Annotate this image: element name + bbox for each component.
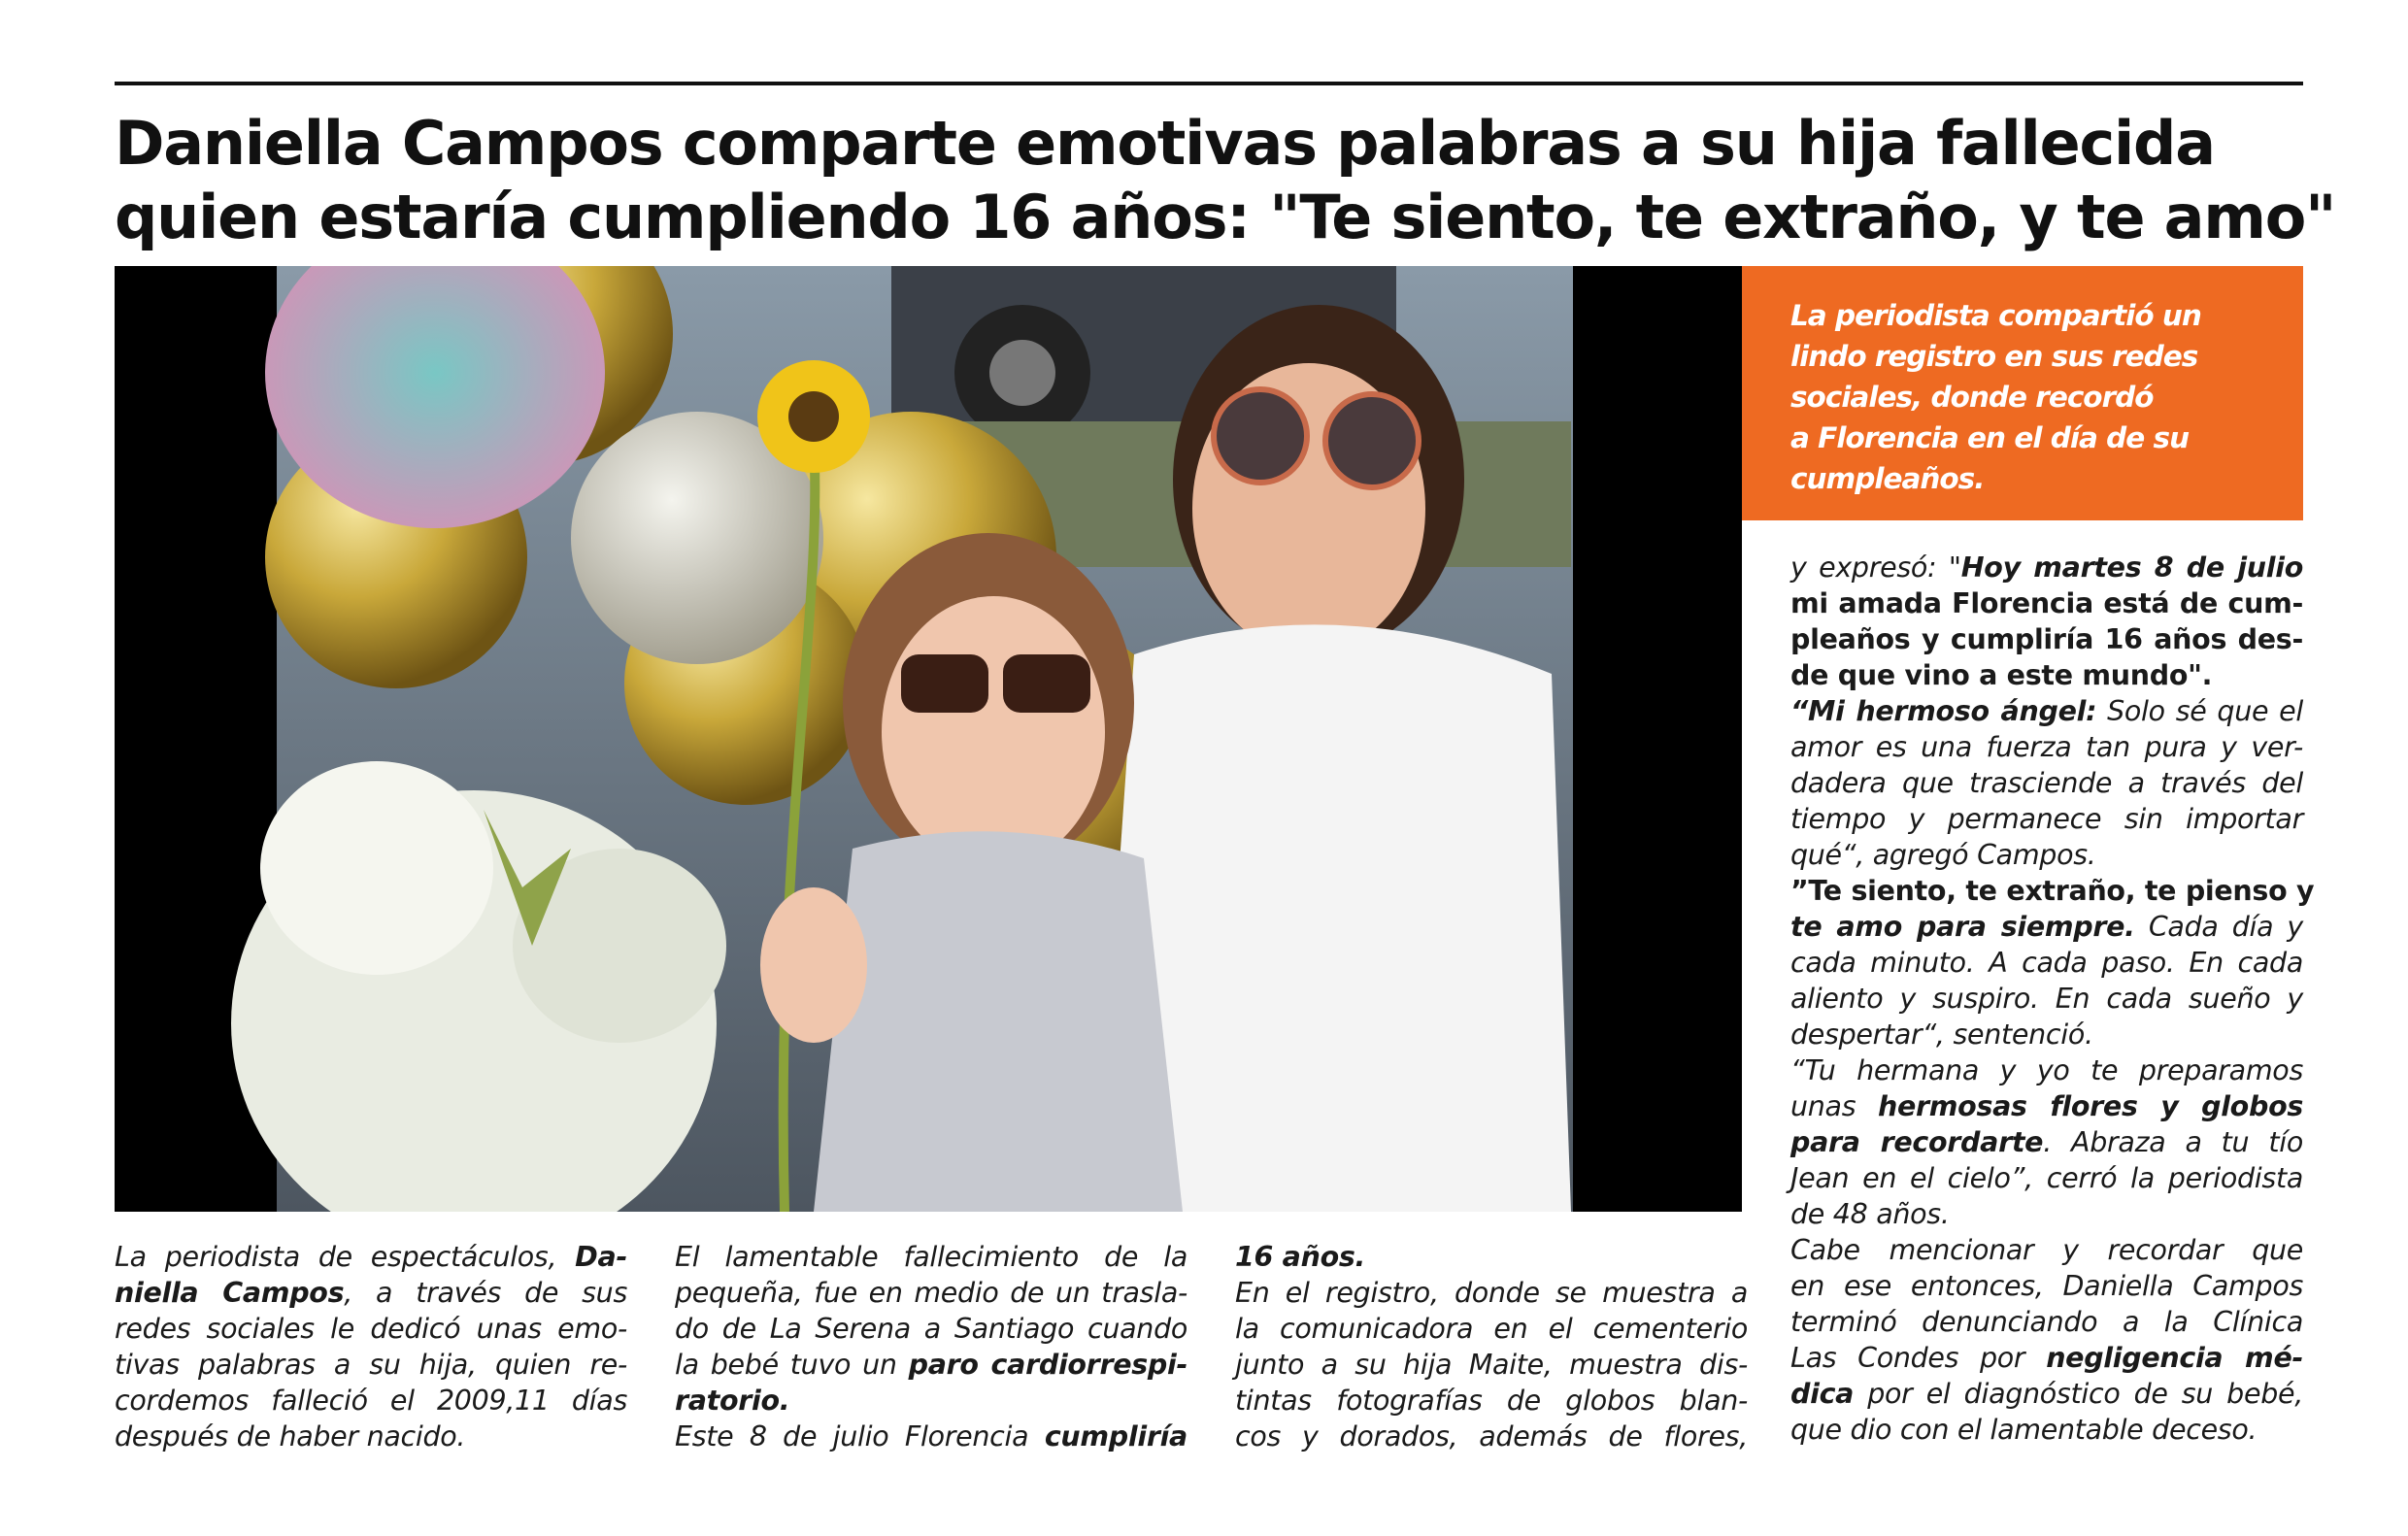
body-line: cos y dorados, además de flores, bbox=[1235, 1420, 1748, 1453]
body-line: cordemos falleció el 2009,11 días bbox=[115, 1385, 627, 1417]
body-line: El lamentable fallecimiento de la bbox=[675, 1241, 1187, 1273]
article-photo bbox=[115, 266, 1742, 1212]
pull-quote-line: cumpleaños. bbox=[1790, 462, 1985, 495]
body-line: 16 años. bbox=[1235, 1241, 1366, 1273]
body-line: Cabe mencionar y recordar que bbox=[1790, 1234, 2303, 1266]
body-line: pleaños y cumpliría 16 años des- bbox=[1790, 623, 2303, 655]
body-line: En el registro, donde se muestra a bbox=[1235, 1277, 1748, 1309]
pull-quote-line: lindo registro en sus redes bbox=[1790, 340, 2198, 373]
body-line: después de haber nacido. bbox=[115, 1420, 466, 1453]
body-line: Este 8 de julio Florencia cumpliría bbox=[675, 1420, 1187, 1453]
body-line: junto a su hija Maite, muestra dis- bbox=[1235, 1349, 1748, 1381]
body-column-1 bbox=[115, 1239, 627, 1454]
body-line: do de La Serena a Santiago cuando bbox=[675, 1313, 1187, 1345]
body-line: aliento y suspiro. En cada sueño y bbox=[1790, 983, 2303, 1015]
body-line: de 48 años. bbox=[1790, 1198, 1950, 1230]
body-line: cada minuto. A cada paso. En cada bbox=[1790, 947, 2303, 979]
headline-line: quien estaría cumpliendo 16 años: "Te siento, te extraño, y te amo" bbox=[115, 182, 2336, 252]
body-line: tiempo y permanece sin importar bbox=[1790, 803, 2303, 835]
body-column-3 bbox=[1235, 1239, 1748, 1454]
body-line: Las Condes por negligencia mé- bbox=[1790, 1342, 2303, 1374]
body-column-4 bbox=[1790, 550, 2315, 1448]
pull-quote bbox=[1742, 266, 2303, 520]
headline-line: Daniella Campos comparte emotivas palabras a su hija fallecida bbox=[115, 108, 2215, 179]
body-line: La periodista de espectáculos, Da- bbox=[115, 1241, 627, 1273]
body-line: despertar“, sentenció. bbox=[1790, 1018, 2093, 1051]
body-line: niella Campos, a través de sus bbox=[115, 1277, 627, 1309]
headline bbox=[115, 107, 2336, 254]
body-line: qué“, agregó Campos. bbox=[1790, 839, 2096, 871]
body-line: “Mi hermoso ángel: Solo sé que el bbox=[1790, 695, 2303, 727]
body-line: tintas fotografías de globos blan- bbox=[1235, 1385, 1748, 1417]
body-line: te amo para siempre. Cada día y bbox=[1790, 911, 2303, 943]
body-line: la bebé tuvo un paro cardiorrespi- bbox=[675, 1349, 1187, 1381]
body-line: ”Te siento, te extraño, te pienso y bbox=[1790, 875, 2315, 907]
pull-quote-line: sociales, donde recordó bbox=[1790, 381, 2154, 414]
body-line: en ese entonces, Daniella Campos bbox=[1790, 1270, 2303, 1302]
pull-quote-line: La periodista compartió un bbox=[1790, 299, 2201, 332]
body-line: tivas palabras a su hija, quien re- bbox=[115, 1349, 627, 1381]
body-line: pequeña, fue en medio de un trasla- bbox=[675, 1277, 1187, 1309]
body-line: redes sociales le dedicó unas emo- bbox=[115, 1313, 627, 1345]
top-rule bbox=[115, 82, 2303, 85]
body-line: mi amada Florencia está de cum- bbox=[1790, 587, 2303, 619]
body-line: Jean en el cielo”, cerró la periodista bbox=[1790, 1162, 2303, 1194]
body-line: la comunicadora en el cementerio bbox=[1235, 1313, 1748, 1345]
body-line: unas hermosas flores y globos bbox=[1790, 1090, 2304, 1122]
body-line: dadera que trasciende a través del bbox=[1790, 767, 2303, 799]
body-line: dica por el diagnóstico de su bebé, bbox=[1790, 1378, 2303, 1410]
body-line: y expresó: "Hoy martes 8 de julio bbox=[1790, 551, 2303, 584]
body-line: ratorio. bbox=[675, 1385, 790, 1417]
pull-quote-line: a Florencia en el día de su bbox=[1790, 421, 2190, 454]
body-line: para recordarte. Abraza a tu tío bbox=[1790, 1126, 2303, 1158]
body-line: “Tu hermana y yo te preparamos bbox=[1790, 1054, 2303, 1086]
body-line: amor es una fuerza tan pura y ver- bbox=[1790, 731, 2303, 763]
body-line: que dio con el lamentable deceso. bbox=[1790, 1414, 2258, 1446]
body-column-2 bbox=[675, 1239, 1187, 1454]
body-line: de que vino a este mundo". bbox=[1790, 659, 2213, 691]
body-line: terminó denunciando a la Clínica bbox=[1790, 1306, 2303, 1338]
